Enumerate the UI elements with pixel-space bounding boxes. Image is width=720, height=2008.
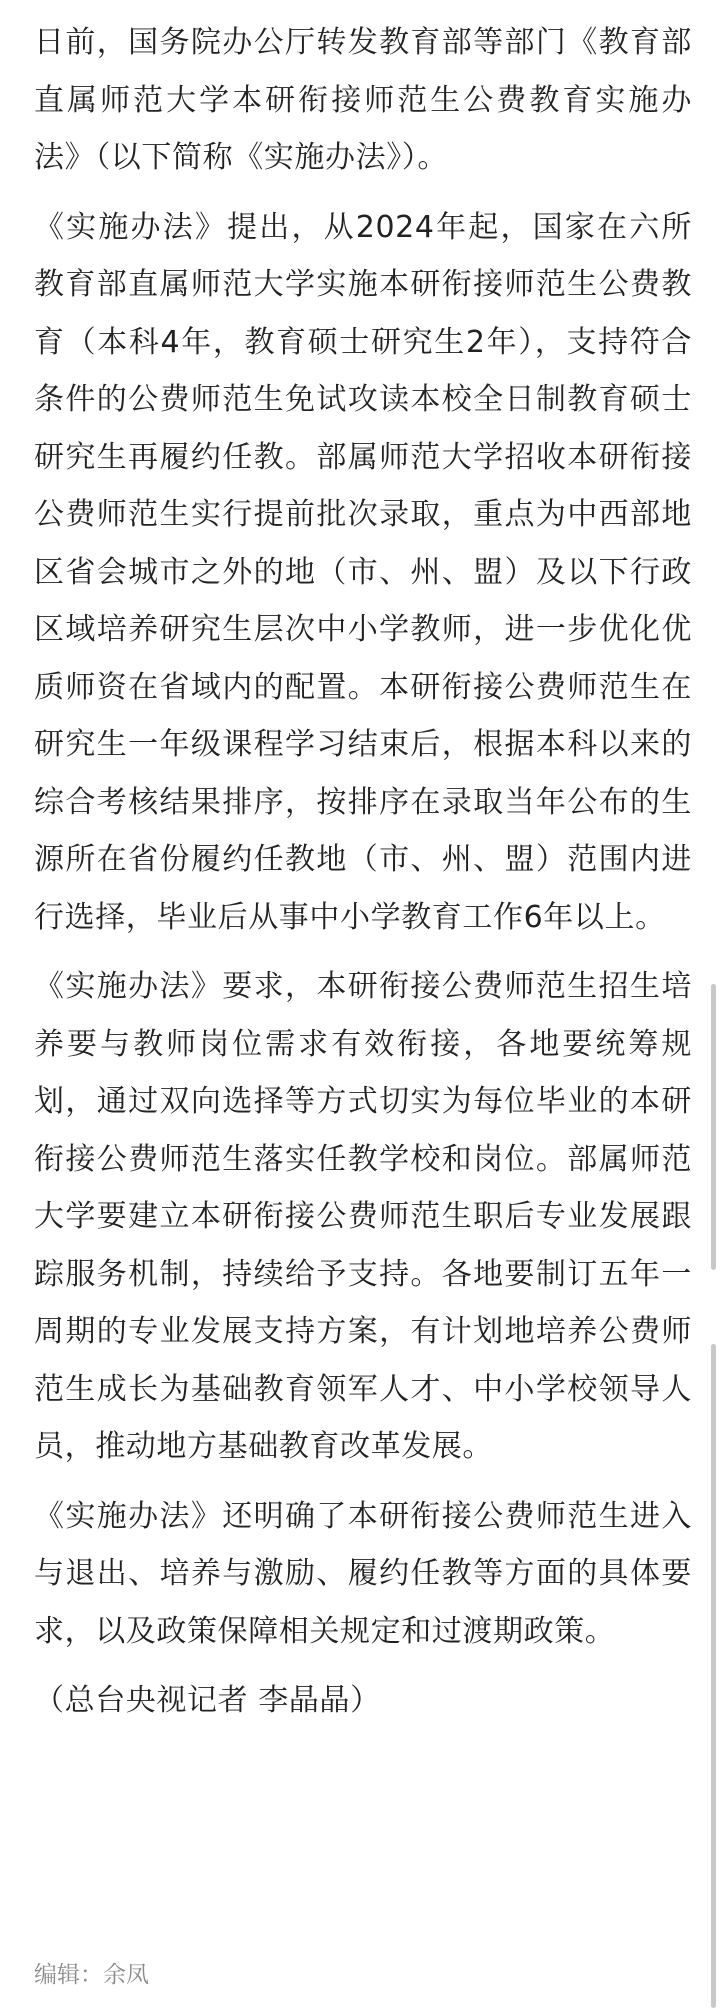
editor-credit: 编辑：余凤 [34,1962,149,1988]
scrollbar-track-segment[interactable] [711,1344,716,2008]
article-paragraph-2: 《实施办法》提出，从2024年起，国家在六所教育部直属师范大学实施本研衔接师范生公费教育（本科4年，教育硕士研究生2年），支持符合条件的公费师范生免试攻读本校全日制教育硕士研究生再履约任教。部属师范大学招收本研衔接公费师范生实行提前批次录取，重点为中西部地区省会城市之外的地（市、州、盟）及以下行政区域培养研究生层次中小学教师，进一步优化优质师资在省域内的配置。本研衔接公费师范生在研究生一年级课程学习结束后，根据本科以来的综合考核结果排序，按排序在录取当年公布的生源所在省份履约任教地（市、州、盟）范围内进行选择，毕业后从事中小学教育工作6年以上。 [34,209,692,935]
article-body [34,14,692,1730]
article-paragraph-3: 《实施办法》要求，本研衔接公费师范生招生培养要与教师岗位需求有效衔接，各地要统筹规划，通过双向选择等方式切实为每位毕业的本研衔接公费师范生落实任教学校和岗位。部属师范大学要建立本研衔接公费师范生职后专业发展跟踪服务机制，持续给予支持。各地要制订五年一周期的专业发展支持方案，有计划地培养公费师范生成长为基础教育领军人才、中小学校领导人员，推动地方基础教育改革发展。 [34,969,692,1464]
article-paragraph-1: 日前，国务院办公厅转发教育部等部门《教育部直属师范大学本研衔接师范生公费教育实施办法》（以下简称《实施办法》）。 [34,25,692,175]
scrollbar-thumb[interactable] [711,984,716,1270]
reporter-byline: （总台央视记者 李晶晶） [34,1683,381,1718]
article-paragraph-4: 《实施办法》还明确了本研衔接公费师范生进入与退出、培养与激励、履约任教等方面的具体要求，以及政策保障相关规定和过渡期政策。 [34,1498,692,1649]
